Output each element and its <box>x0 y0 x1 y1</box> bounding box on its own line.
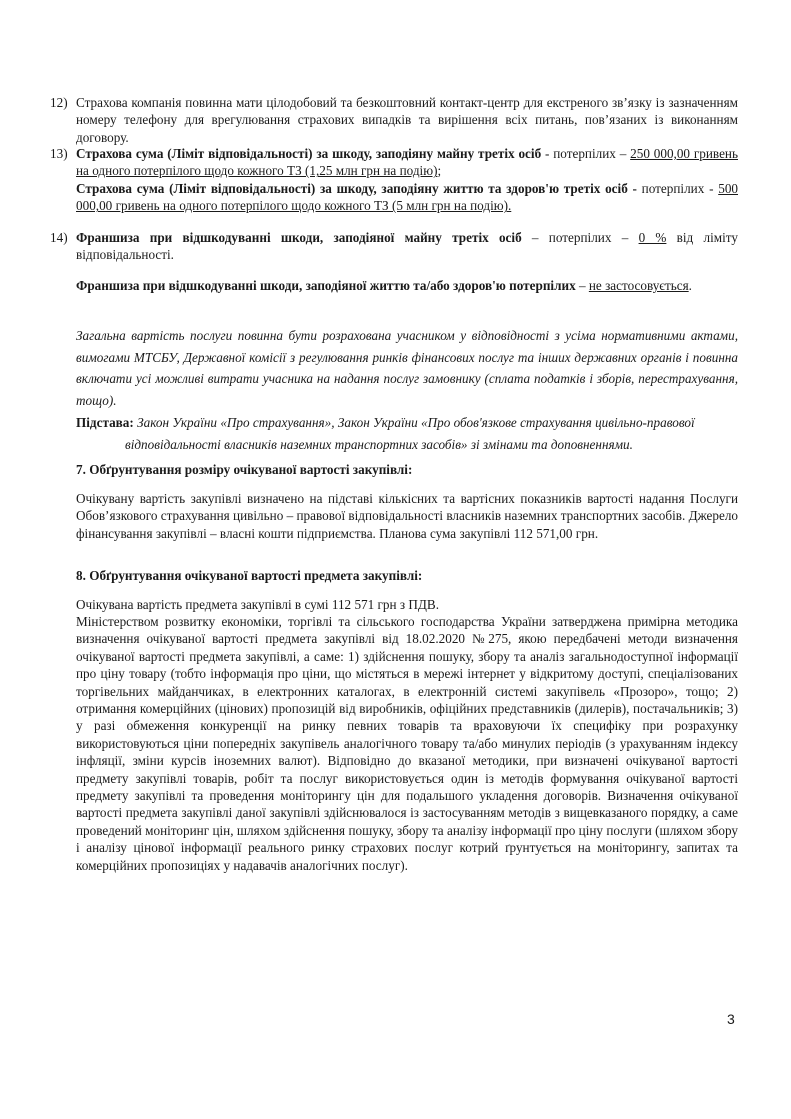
section-7-text: Очікувану вартість закупівлі визначено на підставі кількісних та вартісних показників вартості надання Послуги Обов’язкового страхування цивільно – правової відповідальності власників наземних транспортних засобів. Джерело фінансування закупівлі – власні кошти підприємства. Планова сума закупівлі 112 571,00 грн. <box>76 491 738 541</box>
item-13-para-2 <box>76 180 738 215</box>
item-14-basis-label: Підстава: <box>76 415 134 430</box>
item-14-number: 14) <box>50 230 68 245</box>
item-14-cost-note-text: Загальна вартість послуги повинна бути розрахована учасником у відповідності з усіма нормативними актами, вимогами МТСБУ, Державної комісії з регулювання ринків фінансових послуг та інших державних органів і повинна включати усі можливі витрати учасника на надання послуг замовнику (сплата податків і зборів, перестрахування, тощо). <box>76 328 738 408</box>
section-7-heading <box>76 461 738 478</box>
item-13-limit-life-label: Страхова сума (Ліміт відповідальності) за шкоду, заподіяну життю та здоров'ю третіх осіб - <box>76 181 637 196</box>
section-8-heading-text: 8. Обґрунтування очікуваної вартості предмета закупівлі: <box>76 568 423 583</box>
item-12 <box>50 94 738 146</box>
item-13-limit-property-mid: - потерпілих – <box>541 146 631 161</box>
item-14-deductible-life-end: . <box>688 278 692 293</box>
item-14-deductible-property-end: від ліміту відповідальності. <box>76 230 738 263</box>
item-14-deductible-life-label: Франшиза при відшкодуванні шкоди, заподіяної життю та/або здоров'ю потерпілих <box>76 278 576 293</box>
item-14-deductible-life-mid: – <box>575 278 589 293</box>
item-14-basis <box>76 412 738 455</box>
section-8-expected-cost: Очікувана вартість предмета закупівлі в сумі 112 571 грн з ПДВ. <box>76 597 440 612</box>
item-13-number: 13) <box>50 146 68 161</box>
item-13-limit-property-end: ; <box>437 163 442 179</box>
item-14-deductible-life-value: не застосовується <box>588 278 689 293</box>
page-number: 3 <box>727 1011 735 1027</box>
item-13-limit-property-value: 250 000,00 гривень на одного потерпілого щодо кожного ТЗ (1,25 млн грн на подію) <box>76 146 738 179</box>
item-14-deductible-property-value: 0 % <box>638 230 667 245</box>
item-12-number: 12) <box>50 95 68 110</box>
item-14-para-1 <box>50 229 738 264</box>
item-13-limit-life-value: 500 000,00 гривень на одного потерпілого щодо кожного ТЗ (5 млн грн на подію). <box>76 181 738 214</box>
item-13-para-1 <box>50 145 738 180</box>
item-14-deductible-property-mid: – потерпілих – <box>521 230 639 245</box>
item-13-limit-property-label: Страхова сума (Ліміт відповідальності) за шкоду, заподіяну майну третіх осіб <box>76 146 542 161</box>
item-14-basis-text: Закон України «Про страхування», Закон України «Про обов'язкове страхування цивільно-правової відповідальності власників наземних транспортних засобів» зі змінами та доповненнями. <box>125 415 695 452</box>
section-7-heading-text: 7. Обґрунтування розміру очікуваної вартості закупівлі: <box>76 462 413 477</box>
section-7-body <box>76 490 738 542</box>
item-14-deductible-property-label: Франшиза при відшкодуванні шкоди, заподіяної майну третіх осіб <box>76 230 522 245</box>
item-14-para-2 <box>76 277 738 294</box>
section-8-text: Міністерством розвитку економіки, торгівлі та сільського господарства України затверджена примірна методика визначення очікуваної вартості предмета закупівлі від 18.02.2020 №275, якою передбачені методи визначення очікуваної вартості предмета закупівлі, а саме: 1) здійснення пошуку, збору та аналіз загальнодоступної інформації про ціну товару (тобто інформація про ціни, що містяться в мережі інтернет у відкритому доступі, спеціалізованих торгівельних майданчиках, в електронних каталогах, в електронній системі закупівель «Прозоро», тощо; 2) отримання комерційних (цінових) пропозицій від виробників, офіційних представників (дилерів), постачальників; 3) у разі обмеження конкуренції на ринку певних товарів та враховуючи їх специфіку при розрахунку використовуються ціни попередніх закупівель аналогічного товару та/або минулих періодів (з урахуванням індексу інфляції, зміни курсів іноземних валют). Відповідно до вказаної методики, при визначені очікуваної вартості предмету закупівлі товарів, робіт та послуг використовується один із методів формування очікуваної вартості предмету закупівлі та проведення моніторингу цін для подальшого укладення договорів. Визначення очікуваної вартості предмета закупівлі даної закупівлі здійснювалося із застосуванням методів з вищевказаного порядку, а саме проведений моніторинг цін, шляхом здійснення пошуку, збору та аналізу інформації про ціну послуги (шляхом збору і аналізу цінової інформації реального ринку страхових послуг котрий ґрунтується на моніторингу, запитах та комерційних пропозиціях у надавачів аналогічних послуг). <box>76 614 738 873</box>
item-12-text: Страхова компанія повинна мати цілодобовий та безкоштовний контакт-центр для екстреного зв’язку із зазначенням номеру телефону для врегулювання страхових випадків та вирішення всіх питань, пов’язаних із виконанням договору. <box>76 95 738 145</box>
section-8-heading <box>76 567 738 584</box>
section-8-body <box>76 613 738 874</box>
section-8-line-1 <box>76 596 738 613</box>
item-13-limit-life-mid: потерпілих - <box>636 181 719 196</box>
item-14-cost-note <box>76 325 738 411</box>
